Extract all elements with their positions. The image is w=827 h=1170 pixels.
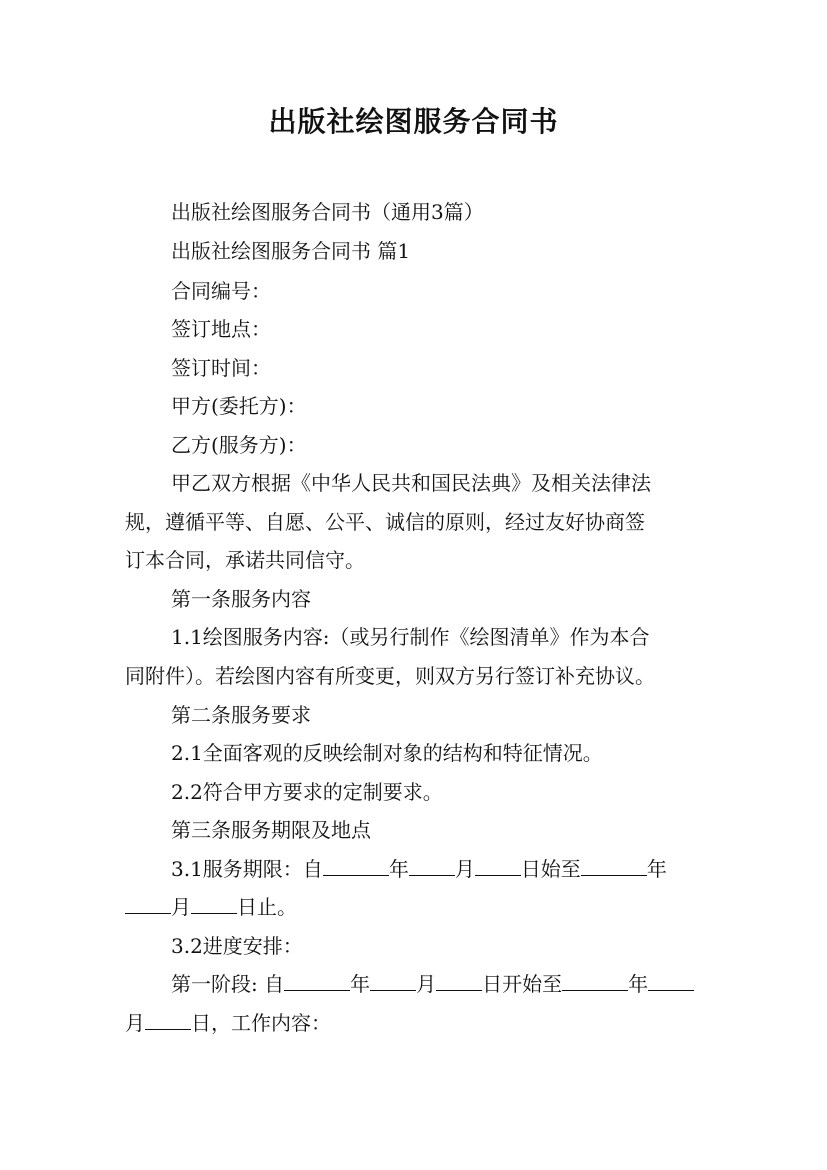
stage-1-line-2 [125, 1009, 331, 1037]
year-label: 年 [388, 857, 409, 881]
month-label: 月 [416, 972, 437, 996]
party-b-line: 乙方(服务方)： [171, 433, 307, 457]
day-end-label: 日止。 [237, 895, 297, 919]
stage-end-year-blank[interactable] [562, 970, 628, 991]
end-day-blank[interactable] [191, 893, 237, 914]
party-a-line: 甲方(委托方)： [171, 394, 307, 418]
article-1-heading: 第一条服务内容 [171, 587, 311, 611]
year-label: 年 [646, 857, 667, 881]
sign-time-line: 签订时间： [171, 356, 271, 380]
stage-start-year-blank[interactable] [284, 970, 350, 991]
article-3-1-line-2 [125, 893, 297, 921]
end-year-blank[interactable] [581, 855, 647, 876]
month-label: 月 [454, 857, 475, 881]
stage-start-day-blank[interactable] [436, 970, 482, 991]
stage-end-day-blank[interactable] [145, 1009, 191, 1030]
article-1-1-line-2: 同附件）。若绘图内容有所变更，则双方另行签订补充协议。 [125, 664, 655, 688]
article-2-heading: 第二条服务要求 [171, 703, 311, 727]
start-month-blank[interactable] [409, 855, 455, 876]
contract-number-line: 合同编号： [171, 279, 271, 303]
article-3-heading: 第三条服务期限及地点 [171, 818, 371, 842]
stage-start-month-blank[interactable] [370, 970, 416, 991]
day-start-to-label: 日始至 [520, 857, 581, 881]
article-2-2: 2.2符合甲方要求的定制要求。 [171, 780, 443, 804]
intro-paragraph-line-2: 规，遵循平等、自愿、公平、诚信的原则，经过友好协商签 [125, 510, 645, 534]
stage-1-line-1 [171, 970, 694, 998]
intro-paragraph-line-1: 甲乙双方根据《中华人民共和国民法典》及相关法律法 [171, 471, 651, 495]
start-year-blank[interactable] [323, 855, 389, 876]
sign-place-line: 签订地点： [171, 317, 271, 341]
day-start-to-label: 日开始至 [482, 972, 563, 996]
article-2-1: 2.1全面客观的反映绘制对象的结构和特征情况。 [171, 741, 603, 765]
month-label: 月 [171, 895, 191, 919]
article-3-2: 3.2进度安排： [171, 934, 303, 958]
document-title: 出版社绘图服务合同书 [268, 105, 559, 138]
day-work-label: 日，工作内容： [191, 1011, 331, 1035]
stage-1-prefix: 第一阶段: 自 [171, 972, 285, 996]
stage-end-month-blank[interactable] [648, 970, 694, 991]
start-day-blank[interactable] [475, 855, 521, 876]
intro-paragraph-line-3: 订本合同，承诺共同信守。 [125, 548, 365, 572]
document-subtitle: 出版社绘图服务合同书（通用3篇） [171, 200, 484, 224]
year-label: 年 [628, 972, 649, 996]
year-label: 年 [350, 972, 371, 996]
part-heading: 出版社绘图服务合同书 篇1 [171, 239, 411, 263]
article-3-1-line-1 [171, 855, 667, 883]
article-1-1-line-1: 1.1绘图服务内容:（或另行制作《绘图清单》作为本合 [171, 625, 650, 649]
month-label: 月 [125, 1011, 145, 1035]
end-month-blank[interactable] [125, 893, 171, 914]
service-period-prefix: 3.1服务期限：自 [171, 857, 323, 881]
